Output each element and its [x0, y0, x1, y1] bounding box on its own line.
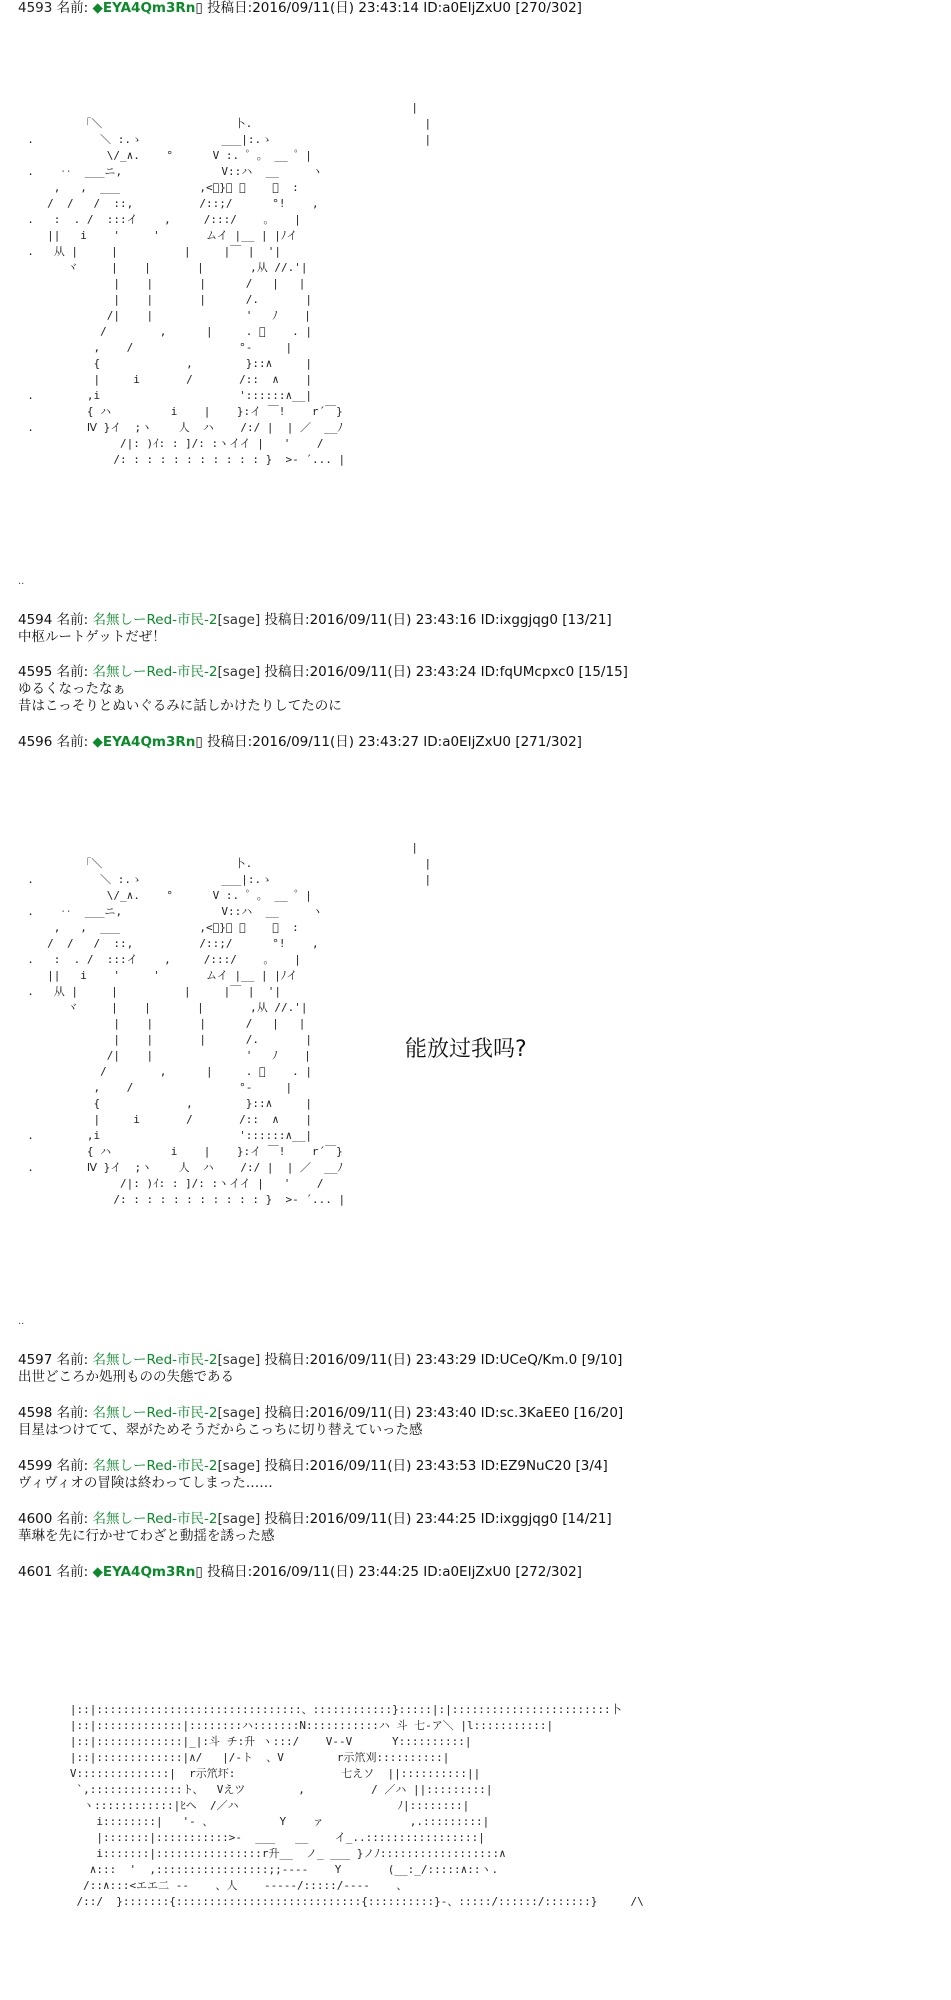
post-count: [271/302]: [515, 734, 582, 750]
post-count: [16/20]: [573, 1405, 624, 1421]
sage-tag: [sage]: [217, 1458, 261, 1474]
post-date: 2016/09/11(日) 23:44:25: [252, 1564, 419, 1580]
poster-name[interactable]: 名無しーRed-市民-2: [92, 1405, 218, 1421]
separator-dots: ..: [18, 576, 25, 587]
post-number: 4596: [18, 734, 53, 750]
post-count: [270/302]: [515, 0, 582, 16]
post-count: [272/302]: [515, 1564, 582, 1580]
name-label: 名前:: [56, 1458, 89, 1474]
poster-id[interactable]: ID:UCeQ/Km.0: [480, 1352, 578, 1368]
post-header-4596: [18, 734, 582, 751]
name-label: 名前:: [56, 0, 89, 16]
post-number: 4601: [18, 1564, 53, 1580]
poster-id[interactable]: ID:EZ9NuC20: [480, 1458, 572, 1474]
sage-tag: [sage]: [217, 1511, 261, 1527]
poster-id[interactable]: ID:a0EIjZxU0: [423, 734, 512, 750]
date-label: 投稿日:: [207, 1564, 253, 1580]
trip-box-icon: ▯: [195, 734, 203, 750]
post-count: [3/4]: [575, 1458, 608, 1474]
poster-name[interactable]: 名無しーRed-市民-2: [92, 612, 218, 628]
post-count: [13/21]: [562, 612, 612, 628]
post-number: 4598: [18, 1405, 53, 1421]
poster-name[interactable]: 名無しーRed-市民-2: [92, 1352, 218, 1368]
trip-box-icon: ▯: [195, 0, 203, 16]
post-date: 2016/09/11(日) 23:43:16: [309, 612, 477, 628]
poster-id[interactable]: ID:a0EIjZxU0: [423, 0, 512, 16]
date-label: 投稿日:: [264, 1458, 310, 1474]
poster-id[interactable]: ID:fqUMcpxc0: [480, 664, 575, 680]
sage-tag: [sage]: [217, 1352, 261, 1368]
post-date: 2016/09/11(日) 23:43:14: [252, 0, 419, 16]
ascii-art-3: |::|:::::::::::::::::::::::::::::::、::::::::::::}:::::|:|::::::::::::::::::::::::卜 |::|:::::::::::::|::::::::ハ:::::::N:::::::::::ハ 斗 七-ア＼ |l:::::::::::| |::|:::::::::::::|_|:斗 チ:升 ヽ:::/ V-‐V Y::::::::::| |::|:::::::::::::|∧/ |/‐ト 、V r示笊刈::::::::::| V::::::::::::::| r示笊圷: 七えソ ||::::::::::|| `,::::::::::::::ト、 Vえツ , / ／ハ ||:::::::::| ヽ::::::::::::|ﾋヘ /／ハ ﾉ|::::::::| i::::::::| '‐ 、 Y ァ ,.:::::::::| |:::::::|:::::::::::>- ___ __ イ_..:::::::::::::::::| i:::::::|::::::::::::::::r升__ ノ_ ___ }ノﾉ::::::::::::::::::∧ ∧::: ' ,:::::::::::::::::;;-‐‐‐ Y (__:_/:::::∧::ヽ. /::∧:::<エエ二 ‐‐ 、人 -‐‐‐-/:::::/‐‐‐- 、 /::/ }:::::::{::::::::::::::::::::::::::::{::::::::::}-、:::::/::::::/:::::::} /\: [69, 1703, 644, 1908]
post-date: 2016/09/11(日) 23:43:29: [309, 1352, 477, 1368]
post-body: ヴィヴィオの冒険は終わってしまった……: [18, 1475, 273, 1491]
post-header-4599: [18, 1458, 608, 1475]
name-label: 名前:: [56, 1511, 89, 1527]
post-number: 4599: [18, 1458, 53, 1474]
poster-trip[interactable]: ◆EYA4Qm3Rn: [92, 734, 196, 750]
post-header-4598: [18, 1405, 623, 1422]
name-label: 名前:: [56, 664, 89, 680]
post-count: [15/15]: [578, 664, 628, 680]
poster-name[interactable]: 名無しーRed-市民-2: [92, 1511, 218, 1527]
post-body: 目星はつけてて、翠がためそうだからこっちに切り替えていった感: [18, 1422, 423, 1438]
date-label: 投稿日:: [264, 664, 310, 680]
post-header-4597: [18, 1352, 622, 1369]
post-body: 出世どころか処刑ものの失態である: [18, 1369, 234, 1385]
name-label: 名前:: [56, 1564, 89, 1580]
post-header-4594: [18, 612, 612, 629]
post-body: 華琳を先に行かせてわざと動揺を誘った感: [18, 1528, 275, 1544]
post-header-4600: [18, 1511, 612, 1528]
overlay-caption: 能放过我吗?: [405, 1037, 527, 1062]
post-header-4595: [18, 664, 628, 681]
poster-id[interactable]: ID:ixggjqg0: [480, 612, 558, 628]
post-number: 4600: [18, 1511, 53, 1527]
post-number: 4595: [18, 664, 53, 680]
post-body-line: 昔はこっそりとぬいぐるみに話しかけたりしてたのに: [18, 698, 342, 714]
poster-id[interactable]: ID:ixggjqg0: [480, 1511, 558, 1527]
post-date: 2016/09/11(日) 23:43:24: [309, 664, 477, 680]
sage-tag: [sage]: [217, 1405, 261, 1421]
post-number: 4594: [18, 612, 53, 628]
post-date: 2016/09/11(日) 23:44:25: [309, 1511, 477, 1527]
date-label: 投稿日:: [264, 1511, 310, 1527]
sage-tag: [sage]: [217, 664, 261, 680]
post-date: 2016/09/11(日) 23:43:40: [309, 1405, 477, 1421]
name-label: 名前:: [56, 612, 89, 628]
ascii-art-2: | 「＼ 卜. | . ＼ :.ゝ ___|:.ゝ | \/_∧. ° V :. ゜。 __ ゜| . ‥ ___ニ, V::ハ __ ヽ , , ___ ,<ﾞ}ﾞ ＼ 、 : / / / ::, /::;/ °! , . : . / :::イ , /:::/ 。 | || i ' ' ムイ |__ | |ﾉイ . 从 | | | |￣ | '| ヾ | | | ,从 //.'| | | | / | | | | | /. | /| | ' ﾉ | / , | . ﾞ . | , / °- | { , }::∧ | | i / /:: ∧ | . ,i '::::::∧__| { ハ i | }:イ ￣! r´￣} . Ⅳ }イ ;ヽ 人 ハ /:/ | | ／ __ﾉ /|: )ｲ: : ]/: :ヽイイ | ' / /: : : : : : : : : : : } >‐ ´... |: [27, 841, 432, 1206]
ascii-art-1: | 「＼ 卜. | . ＼ :.ゝ ___|:.ゝ | \/_∧. ° V :. ゜。 __ ゜| . ‥ ___ニ, V::ハ __ ヽ , , ___ ,<ﾞ}ﾞ ＼ 、 : / / / ::, /::;/ °! , . : . / :::イ , /:::/ 。 | || i ' ' ムイ |__ | |ﾉイ . 从 | | | |￣ | '| ヾ | | | ,从 //.'| | | | / | | | | | /. | /| | ' ﾉ | / , | . ﾞ . | , / °- | { , }::∧ | | i / /:: ∧ | . ,i '::::::∧__| { ハ i | }:イ ￣! r´￣} . Ⅳ }イ ;ヽ 人 ハ /:/ | | ／ __ﾉ /|: )ｲ: : ]/: :ヽイイ | ' / /: : : : : : : : : : : } >‐ ´... |: [27, 101, 432, 466]
name-label: 名前:: [56, 1405, 89, 1421]
post-date: 2016/09/11(日) 23:43:27: [252, 734, 419, 750]
post-body-line: ゆるくなったなぁ: [18, 681, 126, 697]
poster-trip[interactable]: ◆EYA4Qm3Rn: [92, 1564, 196, 1580]
sage-tag: [sage]: [217, 612, 261, 628]
poster-name[interactable]: 名無しーRed-市民-2: [92, 664, 218, 680]
poster-trip[interactable]: ◆EYA4Qm3Rn: [92, 0, 196, 16]
date-label: 投稿日:: [207, 0, 253, 16]
name-label: 名前:: [56, 734, 89, 750]
post-header-4593: [18, 0, 582, 17]
name-label: 名前:: [56, 1352, 89, 1368]
post-number: 4593: [18, 0, 53, 16]
poster-name[interactable]: 名無しーRed-市民-2: [92, 1458, 218, 1474]
trip-box-icon: ▯: [195, 1564, 203, 1580]
poster-id[interactable]: ID:sc.3KaEE0: [480, 1405, 570, 1421]
date-label: 投稿日:: [207, 734, 253, 750]
post-count: [14/21]: [562, 1511, 612, 1527]
post-header-4601: [18, 1564, 582, 1581]
post-count: [9/10]: [581, 1352, 623, 1368]
post-number: 4597: [18, 1352, 53, 1368]
post-body: 中枢ルートゲットだぜ！: [18, 629, 166, 645]
date-label: 投稿日:: [264, 1352, 310, 1368]
date-label: 投稿日:: [264, 612, 310, 628]
date-label: 投稿日:: [264, 1405, 310, 1421]
poster-id[interactable]: ID:a0EIjZxU0: [423, 1564, 512, 1580]
post-date: 2016/09/11(日) 23:43:53: [309, 1458, 477, 1474]
separator-dots: ..: [18, 1316, 25, 1327]
